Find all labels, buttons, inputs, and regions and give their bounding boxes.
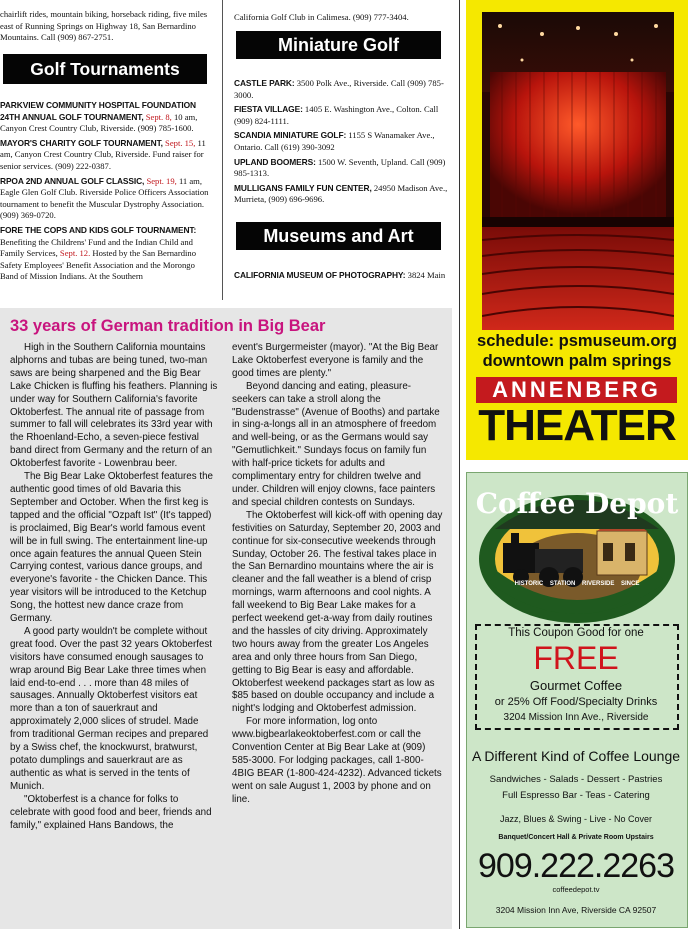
coffee-depot-ad-text xyxy=(466,472,688,928)
coupon-line1: This Coupon Good for one xyxy=(508,627,644,639)
minigolf-name: CASTLE PARK: xyxy=(234,78,295,88)
tournament-item xyxy=(0,100,213,135)
theater-photo xyxy=(482,12,674,330)
menu-line-1: Sandwiches - Salads - Dessert - Pastries xyxy=(489,774,663,785)
coupon-line3: or 25% Off Food/Specialty Drinks xyxy=(494,696,658,708)
middle-intro-text: California Golf Club in Calimesa. (909) 777-3404. xyxy=(234,12,409,22)
menu-line-4: Banquet/Concert Hall & Private Room Upstairs xyxy=(498,834,654,841)
menu-line-2: Full Espresso Bar - Teas - Catering xyxy=(502,790,650,801)
tournament-name: PARKVIEW COMMUNITY HOSPITAL FOUNDATION 24TH ANNUAL GOLF TOURNAMENT, xyxy=(0,100,196,122)
coffee-website[interactable]: coffeedepot.tv xyxy=(552,885,600,894)
article-paragraph: The Big Bear Lake Oktoberfest features the authentic good times of old Bavaria this September and October. When the first keg is tapped and the official "Ozpaft Ist" (It's tapped) is proclaimed, Big Bear's world famous event will be in full swing. The entertainment line-up once again features the annual Queen Stein Carrying contest, various dance groups, and everyone's favorite - the Chicken Dance. This year visitors will be introduced to the Ketchup Song, the hottest new dance craze from Germany. xyxy=(10,471,213,625)
intro-text: chairlift rides, mountain biking, horseback riding, five miles east of Running Springs on Highway 18, San Bernardino Mountains. Call (909) 867-2751. xyxy=(0,9,208,43)
tournament-date: Sept. 19, xyxy=(146,175,177,186)
middle-column xyxy=(234,12,452,27)
tournament-name: MAYOR'S CHARITY GOLF TOURNAMENT, xyxy=(0,137,163,148)
article-paragraph: The Oktoberfest will kick-off with opening day festivities on Saturday, September 20, 2003 and continue for six-consecutive weekends through Sunday, October 26. The festival takes place in the San Bernardino mountains where the air is cleaner and the fall weather is a blend of crisp mornings, warm afternoons and cool nights. A fall weekend to Big Bear Lake makes for a perfect weekend get-a-way from daily routines and the hassles of city driving. Approximately two hours away from the greater Los Angeles area and only three hours from San Diego, getting to Big Bear is easy and affordable. Oktoberfest weekend packages start as low as $85 based on double occupancy and include a night's lodging and Oktoberfest admission. xyxy=(232,509,443,715)
minigolf-details: 3500 Polk Ave., Riverside. Call (909) 785-3000. xyxy=(234,78,444,100)
article-paragraph: For more information, log onto www.bigbearlakeoktoberfest.com or call the Convention Center at Big Bear Lake at (909) 585-3000. For lodging packages, call 1-800-4BIG BEAR (1-800-424-4232). Advanced tickets went on sale August 1, 2003 by phone and on line. xyxy=(232,716,442,805)
coupon-line4: 3204 Mission Inn Ave., Riverside xyxy=(503,712,649,723)
menu-line-3: Jazz, Blues & Swing - Live - No Cover xyxy=(499,814,653,824)
article-paragraph: Beyond dancing and eating, pleasure-seekers can take a stroll along the "Budenstrasse" (Avenue of Booths) and partake in sing-a-longs all in an atmosphere of freedom and well-being, or as the Germans would say "Gemutlichkeit." Sundays focus on family fun with half-price tickets for adults and complimentary entry for children twelve and under. Children will enjoy clowns, face painters and special children contests on Sundays. xyxy=(232,380,440,508)
coupon-free: FREE xyxy=(533,640,619,676)
tournament-item xyxy=(0,138,213,173)
golf-tournaments-header xyxy=(3,54,207,84)
coupon-line2: Gourmet Coffee xyxy=(529,678,623,693)
tournament-details: 10 am, Canyon Crest Country Club, Riverside. (909) 785-1600. xyxy=(0,111,198,134)
minigolf-item xyxy=(234,183,452,206)
museums-art-header xyxy=(236,222,441,250)
schedule-line[interactable]: schedule: psmuseum.org xyxy=(477,332,677,350)
museum-name: CALIFORNIA MUSEUM OF PHOTOGRAPHY: xyxy=(234,270,406,280)
tournament-list xyxy=(0,100,213,286)
coffee-address: 3204 Mission Inn Ave, Riverside CA 92507 xyxy=(495,905,657,915)
article-paragraph: event's Burgermeister (mayor). "At the Big Bear Lake Oktoberfest everyone is family and the good times are plenty." xyxy=(232,342,439,379)
article-title: 33 years of German tradition in Big Bear xyxy=(10,317,326,335)
tournament-date: Sept. 12. xyxy=(59,248,91,259)
location-line: downtown palm springs xyxy=(482,352,672,370)
logo-ring-left: HISTORIC xyxy=(514,581,544,587)
tournament-details: 11 am, Canyon Crest Country Club, Riverside. Fund raiser for senior services. (909) 222-0387. xyxy=(0,137,206,171)
left-column xyxy=(0,9,213,47)
museum-details: 3824 Main xyxy=(407,270,446,280)
logo-ring-far: SINCE xyxy=(621,581,640,587)
golf-tournaments-title: Golf Tournaments xyxy=(30,59,180,79)
minigolf-details: 1405 E. Washington Ave., Colton. Call (909) 824-1111. xyxy=(234,104,439,126)
minigolf-item xyxy=(234,78,452,101)
annenberg-brand: ANNENBERG xyxy=(476,377,677,403)
article-column-1 xyxy=(10,342,220,832)
minigolf-list xyxy=(234,78,452,209)
article-column-2 xyxy=(232,342,444,807)
miniature-golf-header xyxy=(236,31,441,59)
minigolf-details: 1500 W. Seventh, Upland. Call (909) 985-1313. xyxy=(234,156,446,179)
logo-ring-right: RIVERSIDE xyxy=(582,581,615,587)
minigolf-name: SCANDIA MINIATURE GOLF: xyxy=(234,130,347,141)
tournament-name: FORE THE COPS AND KIDS GOLF TOURNAMENT: xyxy=(0,224,197,235)
coffee-tagline: A Different Kind of Coffee Lounge xyxy=(471,748,681,764)
miniature-golf-title: Miniature Golf xyxy=(278,35,399,55)
tournament-date: Sept. 8, xyxy=(145,111,172,122)
minigolf-name: UPLAND BOOMERS: xyxy=(234,156,316,167)
tournament-item xyxy=(0,176,213,222)
coffee-depot-logo-text: Coffee Depot xyxy=(475,487,679,520)
minigolf-item xyxy=(234,104,452,127)
minigolf-item xyxy=(234,130,452,153)
coffee-phone[interactable]: 909.222.2263 xyxy=(478,847,674,885)
tournament-details: 11 am, Eagle Glen Golf Club. Riverside Police Officers Association tournament to benefit the Muscular Dystrophy Association. (909) 369-0720. xyxy=(0,175,209,221)
museums-art-title: Museums and Art xyxy=(263,226,414,246)
tournament-details: Benefiting the Childrens' Fund and the Indian Child and Family Services, xyxy=(0,236,193,259)
article-paragraph: "Oktoberfest is a chance for folks to celebrate with good food and beer, friends and family," explained Hans Bandows, the xyxy=(10,793,212,831)
article-paragraph: A good party wouldn't be complete without great food. Over the past 32 years Oktoberfest visitors have consumed enough sausages to wrap around Big Bear Lake three times when laid end-to-end . . . more than 48 miles of sausages. Annually Oktoberfest visitors eat more than a ton of sauerkraut and approximately 2,000 slices of strudel. Made from traditional German recipes and prepared by a Swiss chef, the knockwurst, bratwurst, potato dumplings and sauerkraut are as authentic as what is served in the tents of Munich. xyxy=(10,625,213,792)
column-divider xyxy=(222,0,223,300)
column-divider xyxy=(459,0,460,929)
minigolf-item xyxy=(234,157,452,180)
minigolf-name: FIESTA VILLAGE: xyxy=(234,104,303,115)
theater-wordmark: THEATER xyxy=(478,401,676,450)
theater-stage-image xyxy=(482,12,674,330)
logo-ring-mid: STATION xyxy=(549,581,576,587)
museum-list xyxy=(234,270,452,282)
article-paragraph: High in the Southern California mountains alphorns and tubas are being tuned, two-man saws are being sharpened and the Big Bear Lake Chicken is fluffing his feathers. Planning is under way for Southern California's favorite Oktoberfest. The annual rite of passage from summer to fall will celebrates its 33rd year with the Rhoenland-Echo, a seven-piece festival band direct from Germany and the return of an Oktoberfest favorite - Lowenbrau beer. xyxy=(10,342,218,470)
tournament-date: Sept. 15, xyxy=(165,137,196,148)
minigolf-details: 1155 S Wanamaker Ave., Ontario. Call (619) 390-3092 xyxy=(234,130,435,152)
tournament-details-cont: Hosted by the San Bernardino Safety Employees' Benefit Association and the Morongo Band of Mission Indians. At the Southern xyxy=(0,248,196,282)
tournament-item xyxy=(0,225,213,283)
tournament-name: RPOA 2ND ANNUAL GOLF CLASSIC, xyxy=(0,175,145,186)
minigolf-details: 24950 Madison Ave., Murrieta, (909) 696-9696. xyxy=(234,182,448,205)
minigolf-name: MULLIGANS FAMILY FUN CENTER, xyxy=(234,182,372,193)
